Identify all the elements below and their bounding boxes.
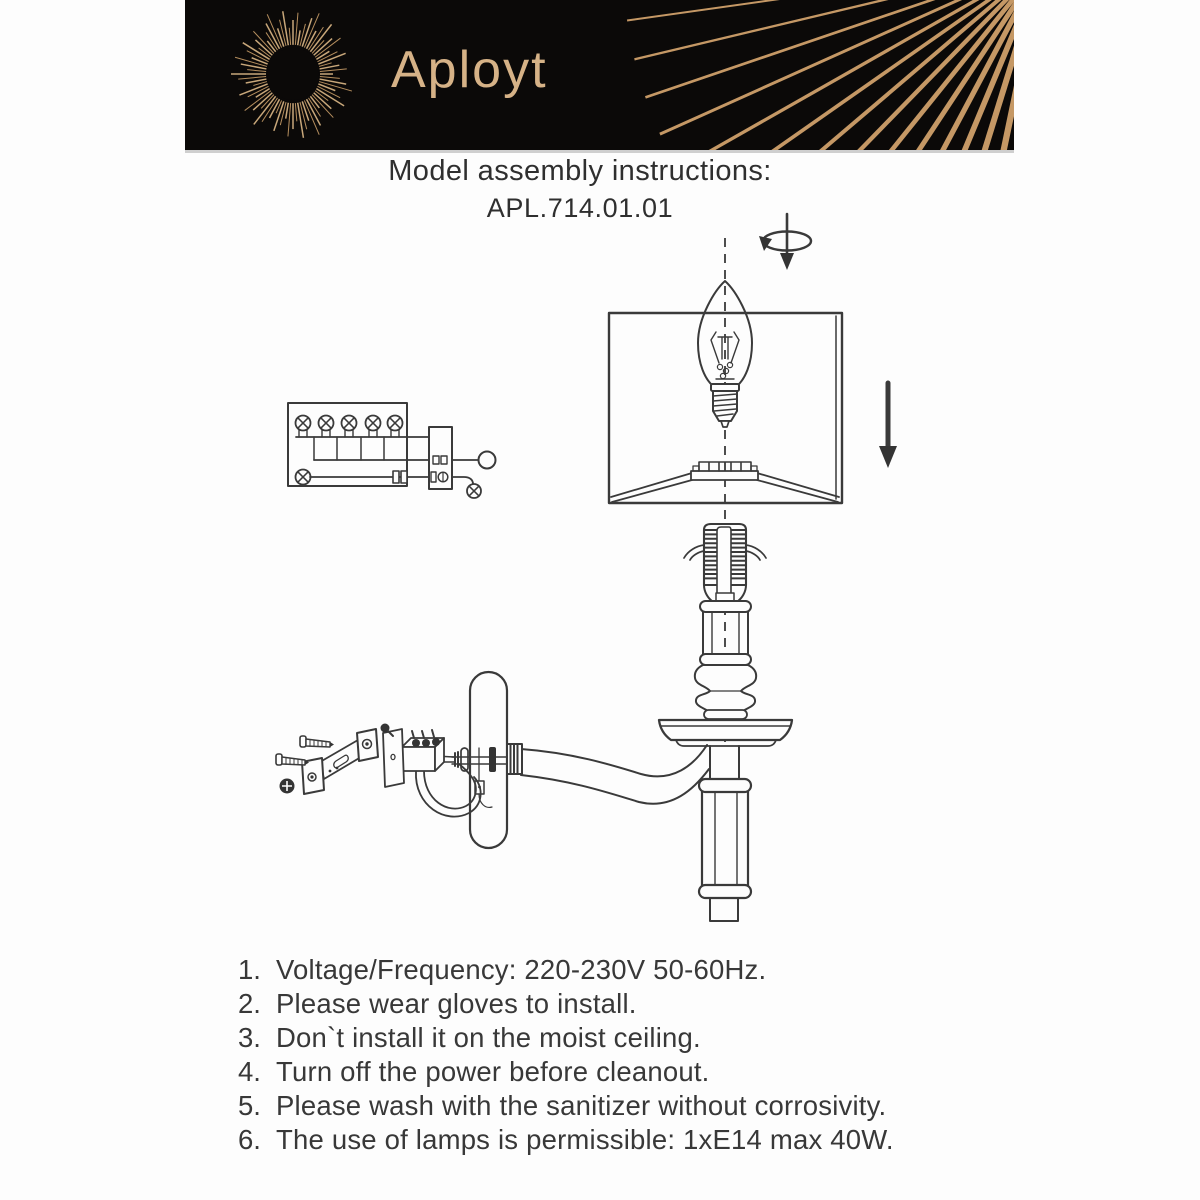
- baluster-drawing: [695, 665, 756, 719]
- nut: [489, 747, 496, 772]
- candle-tube-drawing: [700, 601, 751, 665]
- junction-symbol: [479, 452, 496, 469]
- title-line1: Model assembly instructions:: [388, 155, 772, 187]
- list-item: [238, 987, 894, 1021]
- item-text: Please wash with the sanitizer without corrosivity.: [276, 1090, 887, 1121]
- item-text: Please wear gloves to install.: [276, 988, 637, 1019]
- brand-logo-text: Aployt: [391, 41, 548, 99]
- item-text: The use of lamps is permissible: 1xE14 max 40W.: [276, 1124, 894, 1155]
- down-arrow-icon: [879, 383, 897, 468]
- list-item: [238, 953, 894, 987]
- mounting-plate-drawing: [381, 724, 405, 788]
- bobeche-drawing: [659, 720, 792, 746]
- item-number: 2.: [238, 988, 261, 1019]
- item-text: Voltage/Frequency: 220-230V 50-60Hz.: [276, 954, 767, 985]
- item-text: Turn off the power before cleanout.: [276, 1056, 710, 1087]
- canopy-drawing: [452, 672, 522, 848]
- socket-drawing: [684, 524, 766, 603]
- item-number: 1.: [238, 954, 261, 985]
- item-number: 6.: [238, 1124, 261, 1155]
- bracket-drawing: [302, 729, 378, 794]
- terminal-block-drawing: [402, 730, 481, 817]
- instructions-list: [238, 953, 894, 1157]
- list-item: [238, 1055, 894, 1089]
- item-text: Don`t install it on the moist ceiling.: [276, 1022, 701, 1053]
- item-number: 5.: [238, 1090, 261, 1121]
- list-item: [238, 1123, 894, 1157]
- arm-drawing: [521, 745, 709, 804]
- arm-hub: [507, 744, 522, 774]
- list-item: [238, 1089, 894, 1123]
- item-number: 3.: [238, 1022, 261, 1053]
- item-number: 4.: [238, 1056, 261, 1087]
- model-number: APL.714.01.01: [486, 193, 674, 223]
- list-item: [238, 1021, 894, 1055]
- wiring-diagram: [288, 403, 496, 498]
- rotation-arrow-icon: [759, 214, 811, 270]
